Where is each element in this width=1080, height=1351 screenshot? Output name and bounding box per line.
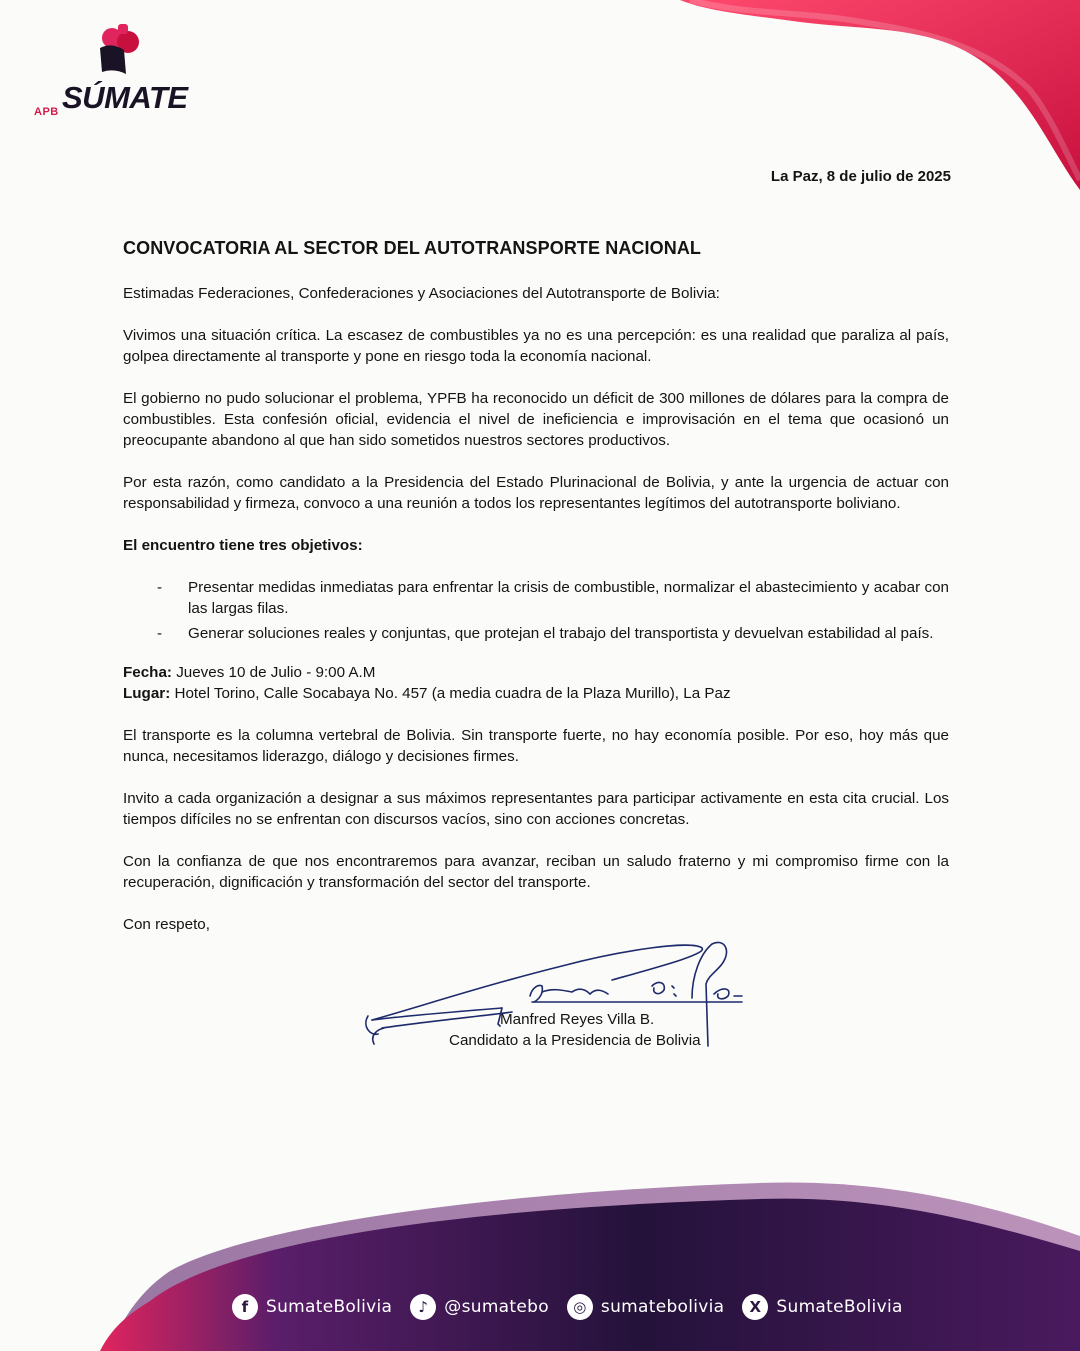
tiktok-icon: ♪: [410, 1294, 436, 1320]
paragraph: El transporte es la columna vertebral de Bolivia. Sin transporte fuerte, no hay economía posible. Por eso, hoy más que nunca, necesitamos liderazgo, diálogo y decisiones firmes.: [123, 727, 949, 765]
top-decorative-swoosh: [680, 0, 1080, 190]
social-links: [232, 1294, 921, 1320]
letter-date: La Paz, 8 de julio de 2025: [770, 168, 951, 185]
social-facebook[interactable]: [232, 1294, 392, 1320]
paragraph: Con la confianza de que nos encontraremos para avanzar, reciban un saludo fraterno y mi compromiso firme con la recuperación, dignificación y transformación del sector del transporte.: [123, 853, 949, 891]
paragraph: Por esta razón, como candidato a la Presidencia del Estado Plurinacional de Bolivia, y ante la urgencia de actuar con responsabilidad y firmeza, convoco a una reunión a todos los representantes legítimos del autotransporte boliviano.: [123, 474, 949, 512]
brand-prefix: APB: [34, 106, 59, 118]
x-icon: X: [742, 1294, 768, 1320]
bottom-decorative-band: [0, 1161, 1080, 1351]
event-date: Fecha: Jueves 10 de Julio - 9:00 A.M: [123, 664, 376, 681]
signatory-name: Manfred Reyes Villa B.: [500, 1011, 655, 1028]
social-handle: @sumatebo: [444, 1297, 549, 1317]
brand-name: SÚMATE: [62, 80, 188, 115]
paragraph: Invito a cada organización a designar a sus máximos representantes para participar activamente en esta cita crucial. Los tiempos difíciles no se enfrentan con discursos vacíos, sino con acciones concretas.: [123, 790, 949, 828]
instagram-icon: ◎: [567, 1294, 593, 1320]
social-instagram[interactable]: [567, 1294, 724, 1320]
event-details: [123, 662, 949, 704]
letter-title: CONVOCATORIA AL SECTOR DEL AUTOTRANSPORTE NACIONAL: [123, 238, 702, 258]
social-handle: SumateBolivia: [266, 1297, 393, 1317]
sumate-cross-logo-icon: [92, 20, 152, 80]
objectives-heading: El encuentro tiene tres objetivos:: [123, 537, 363, 554]
list-item: - Generar soluciones reales y conjuntas, que protejan el trabajo del transportista y devuelvan estabilidad al país.: [157, 625, 934, 642]
social-x[interactable]: [742, 1294, 902, 1320]
social-handle: SumateBolivia: [776, 1297, 903, 1317]
greeting: Estimadas Federaciones, Confederaciones y Asociaciones del Autotransporte de Bolivia:: [123, 285, 720, 302]
social-tiktok[interactable]: [410, 1294, 549, 1320]
paragraph: Vivimos una situación crítica. La escasez de combustibles ya no es una percepción: es una realidad que paraliza al país, golpea directamente al transporte y pone en riesgo toda la economía nacional.: [123, 327, 949, 365]
event-place: Lugar: Hotel Torino, Calle Socabaya No. 457 (a media cuadra de la Plaza Murillo), La Paz: [123, 685, 731, 702]
list-item: - Presentar medidas inmediatas para enfrentar la crisis de combustible, normalizar el abastecimiento y acabar con las largas filas.: [157, 579, 949, 617]
brand-logo: [32, 20, 202, 120]
signatory-role: Candidato a la Presidencia de Bolivia: [449, 1032, 701, 1049]
social-handle: sumatebolivia: [600, 1297, 725, 1317]
objectives-list: [123, 577, 949, 644]
facebook-icon: f: [232, 1294, 258, 1320]
sign-off: Con respeto,: [123, 916, 210, 933]
paragraph: El gobierno no pudo solucionar el problema, YPFB ha reconocido un déficit de 300 millones de dólares para la compra de combustibles. Esta confesión oficial, evidencia el nivel de ineficiencia e improvisación en el tema que ocasionó un preocupante abandono al que han sido sometidos nuestros sectores productivos.: [123, 390, 949, 449]
letter-body: [123, 238, 949, 956]
